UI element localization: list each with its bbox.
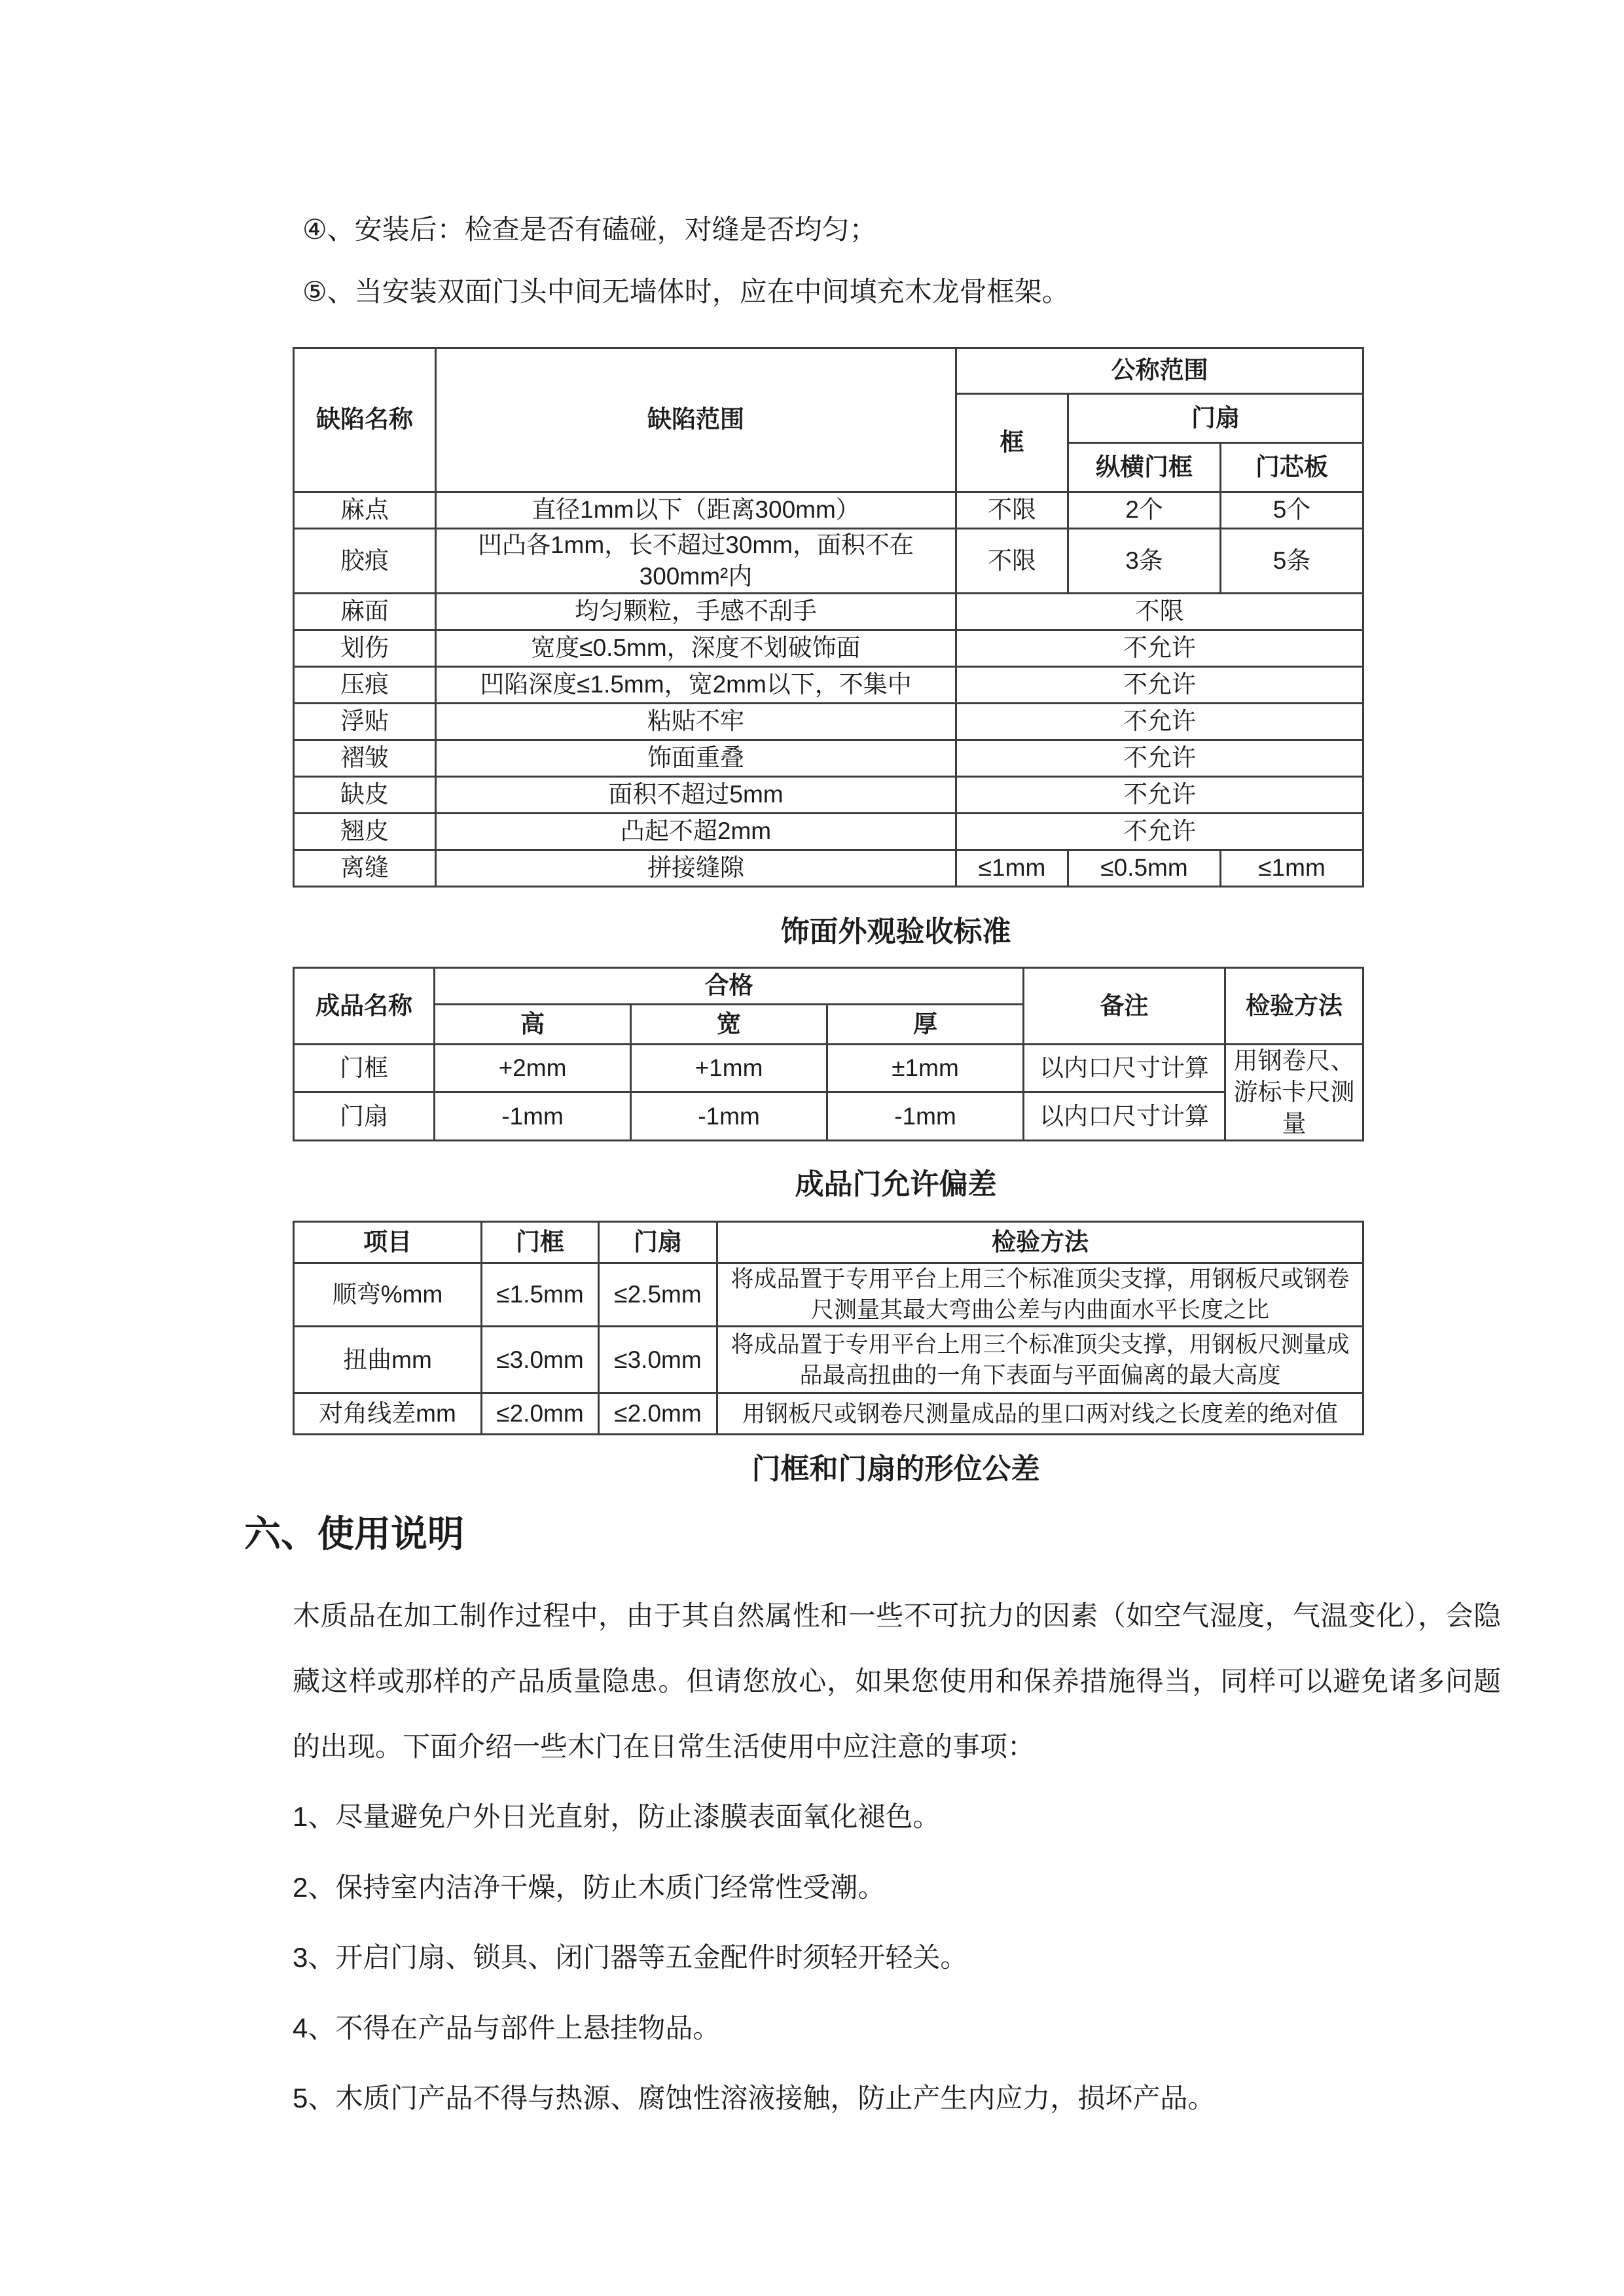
table-cell: 面积不超过5mm [436, 776, 956, 813]
table-cell: 5个 [1221, 492, 1363, 528]
table-row [294, 1263, 1363, 1327]
table-cell: ≤2.0mm [482, 1393, 599, 1435]
table-header-cell: 高 [435, 1004, 631, 1044]
table-cell: 将成品置于专用平台上用三个标准顶尖支撑，用钢板尺测量成品最高扭曲的一角下表面与平面偏离的最大高度 [717, 1327, 1363, 1393]
table-row [294, 967, 1363, 1004]
table-cell: 不允许 [956, 703, 1363, 740]
table-row [294, 348, 1363, 393]
usage-notes-list [0, 1801, 1624, 2115]
table-cell: 顺弯%mm [294, 1263, 482, 1327]
table-cell: 不允许 [956, 630, 1363, 666]
shape-tolerance-table [293, 1221, 1364, 1436]
table-cell: 5条 [1221, 528, 1363, 593]
usage-section-heading: 六、使用说明 [244, 1513, 464, 1555]
table-cell: 胶痕 [294, 528, 436, 593]
table-row [294, 740, 1363, 776]
table-cell: ≤2.5mm [599, 1263, 717, 1327]
table-cell: +1mm [631, 1044, 827, 1092]
table-cell: 离缝 [294, 850, 436, 886]
table-cell: 不限 [956, 492, 1068, 528]
table-cell: 不允许 [956, 776, 1363, 813]
surface-defect-table [293, 347, 1364, 888]
table-header-cell: 缺陷范围 [436, 348, 956, 492]
install-note-4: ④、安装后：检查是否有磕碰，对缝是否均匀； [302, 214, 877, 245]
deviation-table-caption: 成品门允许偏差 [795, 1168, 997, 1201]
table-cell: 饰面重叠 [436, 740, 956, 776]
table-row [294, 1327, 1363, 1393]
table-header-cell: 备注 [1024, 967, 1225, 1044]
table-cell: 3条 [1068, 528, 1221, 593]
usage-note-item: 1、尽量避免户外日光直射，防止漆膜表面氧化褪色。 [293, 1801, 941, 1833]
table-cell: 宽度≤0.5mm，深度不划破饰面 [436, 630, 956, 666]
table-header-cell: 框 [956, 393, 1068, 492]
table-cell: -1mm [631, 1092, 827, 1141]
table-row [294, 776, 1363, 813]
table-row [294, 492, 1363, 528]
tolerance-table-caption: 门框和门扇的形位公差 [751, 1453, 1040, 1486]
table-header-cell: 厚 [827, 1004, 1024, 1044]
table-cell: 麻面 [294, 593, 436, 630]
table-cell: 压痕 [294, 666, 436, 703]
table-cell: 门扇 [294, 1092, 435, 1141]
table-cell: 以内口尺寸计算 [1024, 1044, 1225, 1092]
install-note-5: ⑤、当安装双面门头中间无墙体时，应在中间填充木龙骨框架。 [302, 276, 1070, 308]
table-cell: 凹凸各1mm，长不超过30mm，面积不在300mm²内 [436, 528, 956, 593]
table-header-cell: 成品名称 [294, 967, 435, 1044]
table-cell: ±1mm [827, 1044, 1024, 1092]
table-cell: 将成品置于专用平台上用三个标准顶尖支撑，用钢板尺或钢卷尺测量其最大弯曲公差与内曲面水平长度之比 [717, 1263, 1363, 1327]
table-row [294, 850, 1363, 886]
table-cell: -1mm [827, 1092, 1024, 1141]
table-cell: 麻点 [294, 492, 436, 528]
table-cell: 不允许 [956, 666, 1363, 703]
table-row [294, 630, 1363, 666]
table-cell: ≤3.0mm [482, 1327, 599, 1393]
table-cell: ≤1.5mm [482, 1263, 599, 1327]
table-header-cell: 门芯板 [1221, 442, 1363, 492]
table-header-cell: 缺陷名称 [294, 348, 436, 492]
table-row [294, 1044, 1363, 1092]
table-header-cell: 纵横门框 [1068, 442, 1221, 492]
table-row [294, 703, 1363, 740]
table-cell: 对角线差mm [294, 1393, 482, 1435]
table-cell: 粘贴不牢 [436, 703, 956, 740]
table-cell: 用钢卷尺、游标卡尺测量 [1225, 1044, 1363, 1140]
table-cell: 扭曲mm [294, 1327, 482, 1393]
finished-door-deviation-table [293, 967, 1364, 1141]
table-row [294, 1092, 1363, 1141]
table-cell: 不限 [956, 528, 1068, 593]
table-row [294, 528, 1363, 593]
table-cell: ≤0.5mm [1068, 850, 1221, 886]
table-cell: 划伤 [294, 630, 436, 666]
table-cell: 直径1mm以下（距离300mm） [436, 492, 956, 528]
table-cell: 不允许 [956, 813, 1363, 850]
table-cell: ≤1mm [1221, 850, 1363, 886]
table-row [294, 1393, 1363, 1435]
table-row [294, 1221, 1363, 1263]
table-header-cell: 项目 [294, 1221, 482, 1263]
table-cell: 凹陷深度≤1.5mm，宽2mm以下，不集中 [436, 666, 956, 703]
table-cell: 凸起不超2mm [436, 813, 956, 850]
table-header-cell: 合格 [435, 967, 1024, 1004]
usage-note-item: 4、不得在产品与部件上悬挂物品。 [293, 2012, 721, 2043]
usage-intro-paragraph: 木质品在加工制作过程中，由于其自然属性和一些不可抗力的因素（如空气湿度，气温变化），会隐藏这样或那样的产品质量隐患。但请您放心，如果您使用和保养措施得当，同样可以避免诸多问题的出现。下面介绍一些木门在日常生活使用中应注意的事项： [293, 1600, 1501, 1763]
table-cell: ≤3.0mm [599, 1327, 717, 1393]
table-cell: +2mm [435, 1044, 631, 1092]
table-cell: -1mm [435, 1092, 631, 1141]
table-header-cell: 门扇 [1068, 393, 1363, 442]
table-cell: ≤2.0mm [599, 1393, 717, 1435]
table-cell: 用钢板尺或钢卷尺测量成品的里口两对线之长度差的绝对值 [717, 1393, 1363, 1435]
table-row [294, 593, 1363, 630]
table-cell: 2个 [1068, 492, 1221, 528]
table-cell: 褶皱 [294, 740, 436, 776]
table-header-cell: 公称范围 [956, 348, 1363, 393]
table-cell: 翘皮 [294, 813, 436, 850]
table-cell: 不允许 [956, 740, 1363, 776]
defect-table-caption: 饰面外观验收标准 [780, 915, 1011, 948]
table-cell: ≤1mm [956, 850, 1068, 886]
table-row [294, 666, 1363, 703]
table-cell: 拼接缝隙 [436, 850, 956, 886]
table-cell: 门框 [294, 1044, 435, 1092]
usage-note-item: 3、开启门扇、锁具、闭门器等五金配件时须轻开轻关。 [293, 1942, 968, 1973]
table-row [294, 813, 1363, 850]
table-cell: 均匀颗粒，手感不刮手 [436, 593, 956, 630]
table-cell: 以内口尺寸计算 [1024, 1092, 1225, 1141]
table-header-cell: 门框 [482, 1221, 599, 1263]
usage-note-item: 2、保持室内洁净干燥，防止木质门经常性受潮。 [293, 1871, 886, 1903]
table-cell: 缺皮 [294, 776, 436, 813]
table-header-cell: 门扇 [599, 1221, 717, 1263]
table-header-cell: 宽 [631, 1004, 827, 1044]
table-cell: 不限 [956, 593, 1363, 630]
usage-note-item: 5、木质门产品不得与热源、腐蚀性溶液接触，防止产生内应力，损坏产品。 [293, 2082, 1216, 2113]
table-header-cell: 检验方法 [1225, 967, 1363, 1044]
table-header-cell: 检验方法 [717, 1221, 1363, 1263]
table-cell: 浮贴 [294, 703, 436, 740]
